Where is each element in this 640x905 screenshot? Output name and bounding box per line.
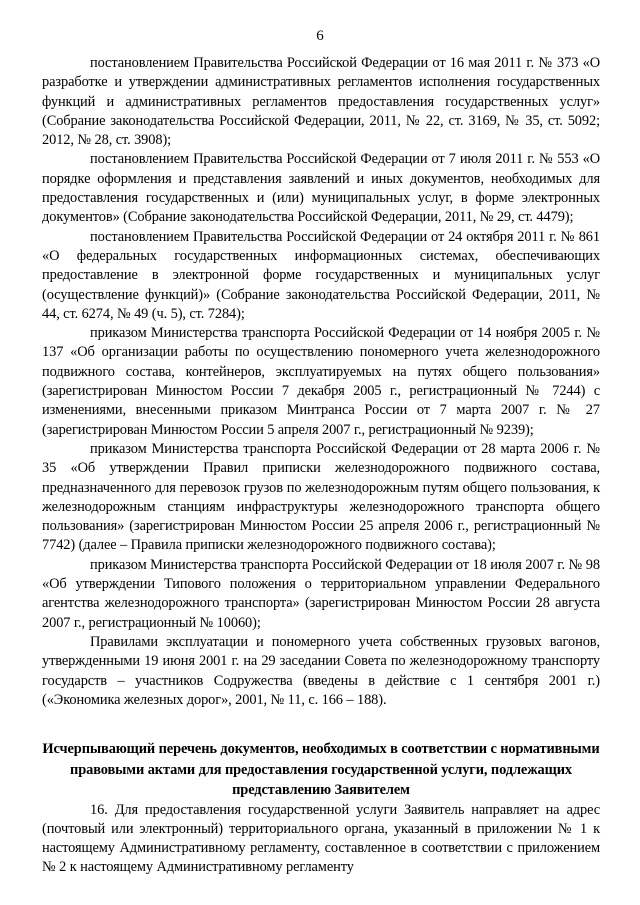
paragraph-resolution-553: постановлением Правительства Российской Федерации от 7 июля 2011 г. № 553 «О порядке оформления и представления заявлений и иных документов, необходимых для предоставления государственных и (или) муниципальных услуг, в форме электронных документов» (Собрание законодательства Российской Федерации, 2011, № 29, ст. 4479); xyxy=(42,151,600,226)
paragraph-rules-wagons: Правилами эксплуатации и пономерного учета собственных грузовых вагонов, утвержденными 19 июня 2001 г. на 29 заседании Совета по железнодорожному транспорту государств – участников Содружества (введены в действие с 1 сентября 2001 г.) («Экономика железных дорог», 2001, № 11, с. 166 – 188). xyxy=(42,633,600,708)
paragraph-order-35: приказом Министерства транспорта Российской Федерации от 28 марта 2006 г. № 35 «Об утверждении Правил приписки железнодорожного подвижного состава, предназначенного для перевозок грузов по железнодорожным путям общего пользования, к железнодорожным станциям инфраструктуры железнодорожного транспорта общего пользования» (зарегистрирован Минюстом России 25 апреля 2006 г., регистрационный № 7742) (далее – Правила приписки железнодорожного подвижного состава); xyxy=(42,440,600,554)
document-body xyxy=(42,54,600,878)
paragraph-item-16: 16. Для предоставления государственной услуги Заявитель направляет на адрес (почтовый или электронный) территориального органа, указанный в приложении № 1 к настоящему Административному регламенту, составленное в соответствии с приложением № 2 к настоящему Административному регламенту xyxy=(42,801,600,876)
page-number: 6 xyxy=(316,28,324,44)
paragraph-order-137: приказом Министерства транспорта Российской Федерации от 14 ноября 2005 г. № 137 «Об организации работы по осуществлению пономерного учета железнодорожного подвижного состава, контейнеров, эксплуатируемых на путях общего пользования» (зарегистрирован Минюстом России 7 декабря 2005 г., регистрационный № 7244) с изменениями, внесенными приказом Минтранса России от 7 марта 2007 г. № 27 (зарегистрирован Минюстом России 5 апреля 2007 г., регистрационный № 9239); xyxy=(42,325,600,438)
paragraph-order-98: приказом Министерства транспорта Российской Федерации от 18 июля 2007 г. № 98 «Об утверждении Типового положения о территориальном управлении Федерального агентства железнодорожного транспорта» (зарегистрирован Минюстом России 28 августа 2007 г., регистрационный № 10060); xyxy=(42,556,600,631)
paragraph-resolution-861: постановлением Правительства Российской Федерации от 24 октября 2011 г. № 861 «О федеральных государственных информационных системах, обеспечивающих предоставление в электронной форме государственных и муниципальных услуг (осуществление функций)» (Собрание законодательства Российской Федерации, 2011, № 44, ст. 6274, № 49 (ч. 5), ст. 7284); xyxy=(42,228,600,322)
section-heading: Исчерпывающий перечень документов, необходимых в соответствии с нормативными правовыми актами для предоставления государственной услуги, подлежащих представлению Заявителем xyxy=(42,741,600,799)
paragraph-resolution-373: постановлением Правительства Российской Федерации от 16 мая 2011 г. № 373 «О разработке и утверждении административных регламентов исполнения государственных функций и административных регламентов предоставления государственных услуг» (Собрание законодательства Российской Федерации, 2011, № 22, ст. 3169, № 35, ст. 5092; 2012, № 28, ст. 3908); xyxy=(42,55,600,149)
